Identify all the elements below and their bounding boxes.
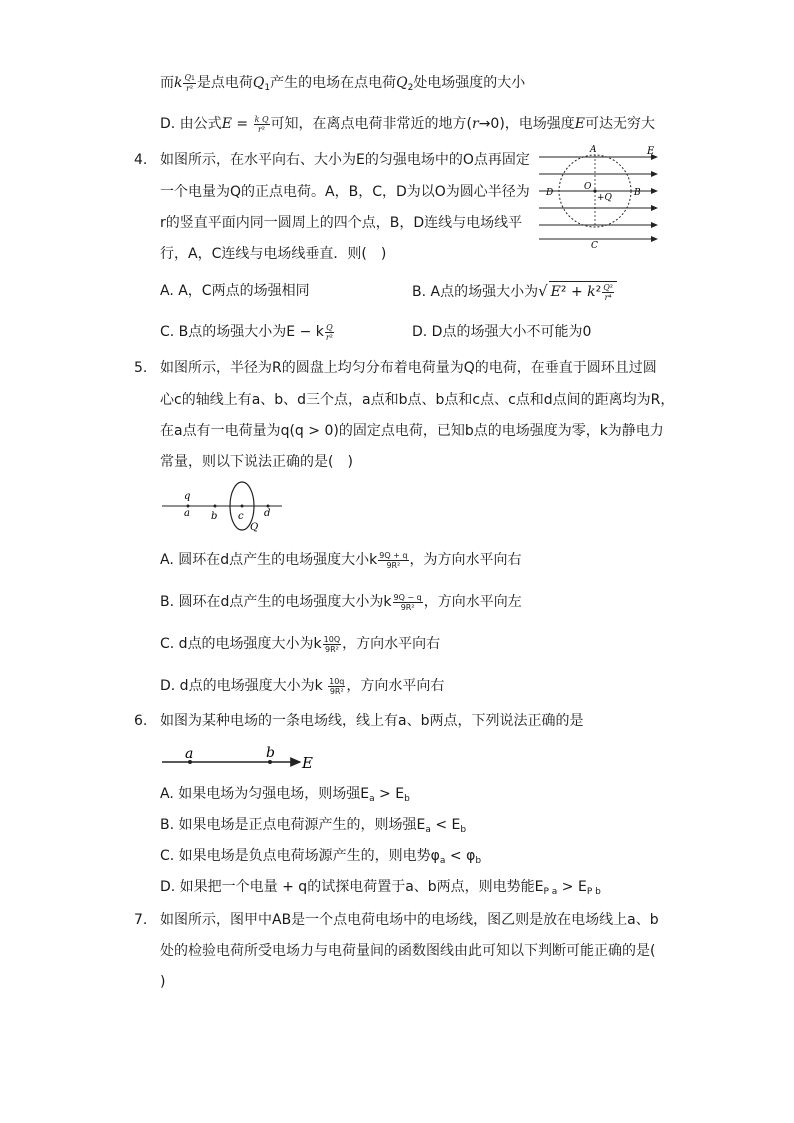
q5-label-q: q: [184, 491, 191, 502]
q4-option-b[interactable]: B. A点的场强大小为√ E² + k² $\frac{\text{Q²}}{\text{r⁴}}$: [412, 281, 617, 302]
q4-label-C: C: [591, 241, 598, 250]
q3-option-d[interactable]: D. 由公式E = $\frac{\text{k Q}}{\text{r²}}$ 可知，在离点电荷非常近的地方(r→0)，电场强度E可达无穷大: [160, 114, 656, 134]
q4-label-D: D: [546, 188, 554, 198]
q5-stem-line1: 如图所示，半径为R的圆盘上均匀分布着电荷量为Q的电荷，在垂直于圆环且过圆: [160, 360, 657, 376]
q5-option-d[interactable]: D. d点的电场强度大小为k $\frac{10q}{\text{9R²}}$ ，方向水平向右: [160, 676, 445, 696]
q5-label-c: c: [238, 511, 244, 522]
q4-number: 4.: [134, 152, 148, 168]
q5-option-c[interactable]: C. d点的电场强度大小为k $\frac{10Q}{\text{9R²}}$ ，方向水平向右: [160, 634, 441, 654]
q5-number: 5.: [134, 360, 148, 376]
q4-label-Q: +Q: [597, 193, 612, 203]
q6-option-b[interactable]: B. 如果电场是正点电荷源产生的，则场强$E_a < E_b$: [160, 817, 467, 835]
q3-option-c-tail: 而k $\frac{Q1}{\text{r²}}$ 是点电荷$Q_1$产生的电场在点电荷$Q_2$处电场强度的大小: [160, 73, 526, 93]
q4-stem-line2: 一个电量为Q的正点电荷。A，B，C，D为以O为圆心半径为: [160, 184, 530, 200]
q5-stem-line2: 心c的轴线上有a、b、d三个点，a点和b点、b点和c点、c点和d点间的距离均为R，: [160, 392, 675, 408]
q5-label-a: a: [184, 508, 190, 519]
q4-option-d[interactable]: D. D点的场强大小不可能为0: [412, 324, 592, 340]
q4-stem-line4: 行，A，C连线与电场线垂直．则( ): [160, 246, 387, 262]
q5-label-b: b: [211, 511, 218, 522]
q6-option-a[interactable]: A. 如果电场为匀强电场，则场强$E_a > E_b$: [160, 786, 410, 804]
q4-label-E: E: [647, 146, 655, 157]
q7-stem-line3: ): [160, 974, 166, 990]
q5-ring-diagram: [160, 478, 290, 536]
q4-label-O: O: [584, 182, 592, 192]
q6-option-c[interactable]: C. 如果电场是负点电荷场源产生的，则电势$\varphi_a < \varphi_b$: [160, 848, 482, 866]
q6-label-E: E: [302, 754, 313, 772]
q5-label-Q: Q: [250, 522, 259, 533]
q4-stem-line3: r的竖直平面内同一圆周上的四个点，B，D连线与电场线平: [160, 215, 523, 231]
q6-stem-line1: 如图为某种电场的一条电场线，线上有a、b两点，下列说法正确的是: [160, 713, 584, 729]
q7-stem-line1: 如图所示，图甲中AB是一个点电荷电场中的电场线，图乙则是放在电场线上a、b: [160, 912, 659, 928]
q6-label-a: a: [185, 746, 194, 762]
q6-number: 6.: [134, 713, 148, 729]
q5-option-a[interactable]: A. 圆环在d点产生的电场强度大小k $\frac{9Q + q}{\text{9R²}}$ ，为方向水平向右: [160, 550, 522, 570]
q5-stem-line4: 常量，则以下说法正确的是( ): [160, 454, 353, 470]
q5-option-b[interactable]: B. 圆环在d点产生的电场强度大小为k $\frac{9Q - q}{\text{9R²}}$ ，方向水平向左: [160, 592, 522, 612]
q4-option-a[interactable]: A. A，C两点的场强相同: [160, 283, 310, 299]
q4-label-B: B: [634, 188, 641, 198]
q4-option-c[interactable]: C. B点的场强大小为E − k $\frac{Q}{\text{r²}}$: [160, 322, 333, 342]
q6-field-line-diagram: [160, 740, 325, 772]
q6-label-b: b: [266, 745, 275, 761]
q7-number: 7.: [134, 912, 148, 928]
q5-stem-line3: 在a点有一电荷量为q(q > 0)的固定点电荷，已知b点的电场强度为零，k为静电力: [160, 423, 664, 439]
q4-field-diagram: [535, 140, 665, 250]
q7-stem-line2: 处的检验电荷所受电场力与电荷量间的函数图线由此可知以下判断可能正确的是(: [160, 943, 656, 959]
q5-label-d: d: [264, 508, 271, 519]
q6-option-d[interactable]: D. 如果把一个电量 + q的试探电荷置于a、b两点，则电势能$E_{P a} > E_{P b}$: [160, 879, 601, 897]
q4-label-A: A: [590, 145, 597, 155]
q4-stem-line1: 如图所示，在水平向右、大小为E的匀强电场中的O点再固定: [160, 152, 530, 168]
